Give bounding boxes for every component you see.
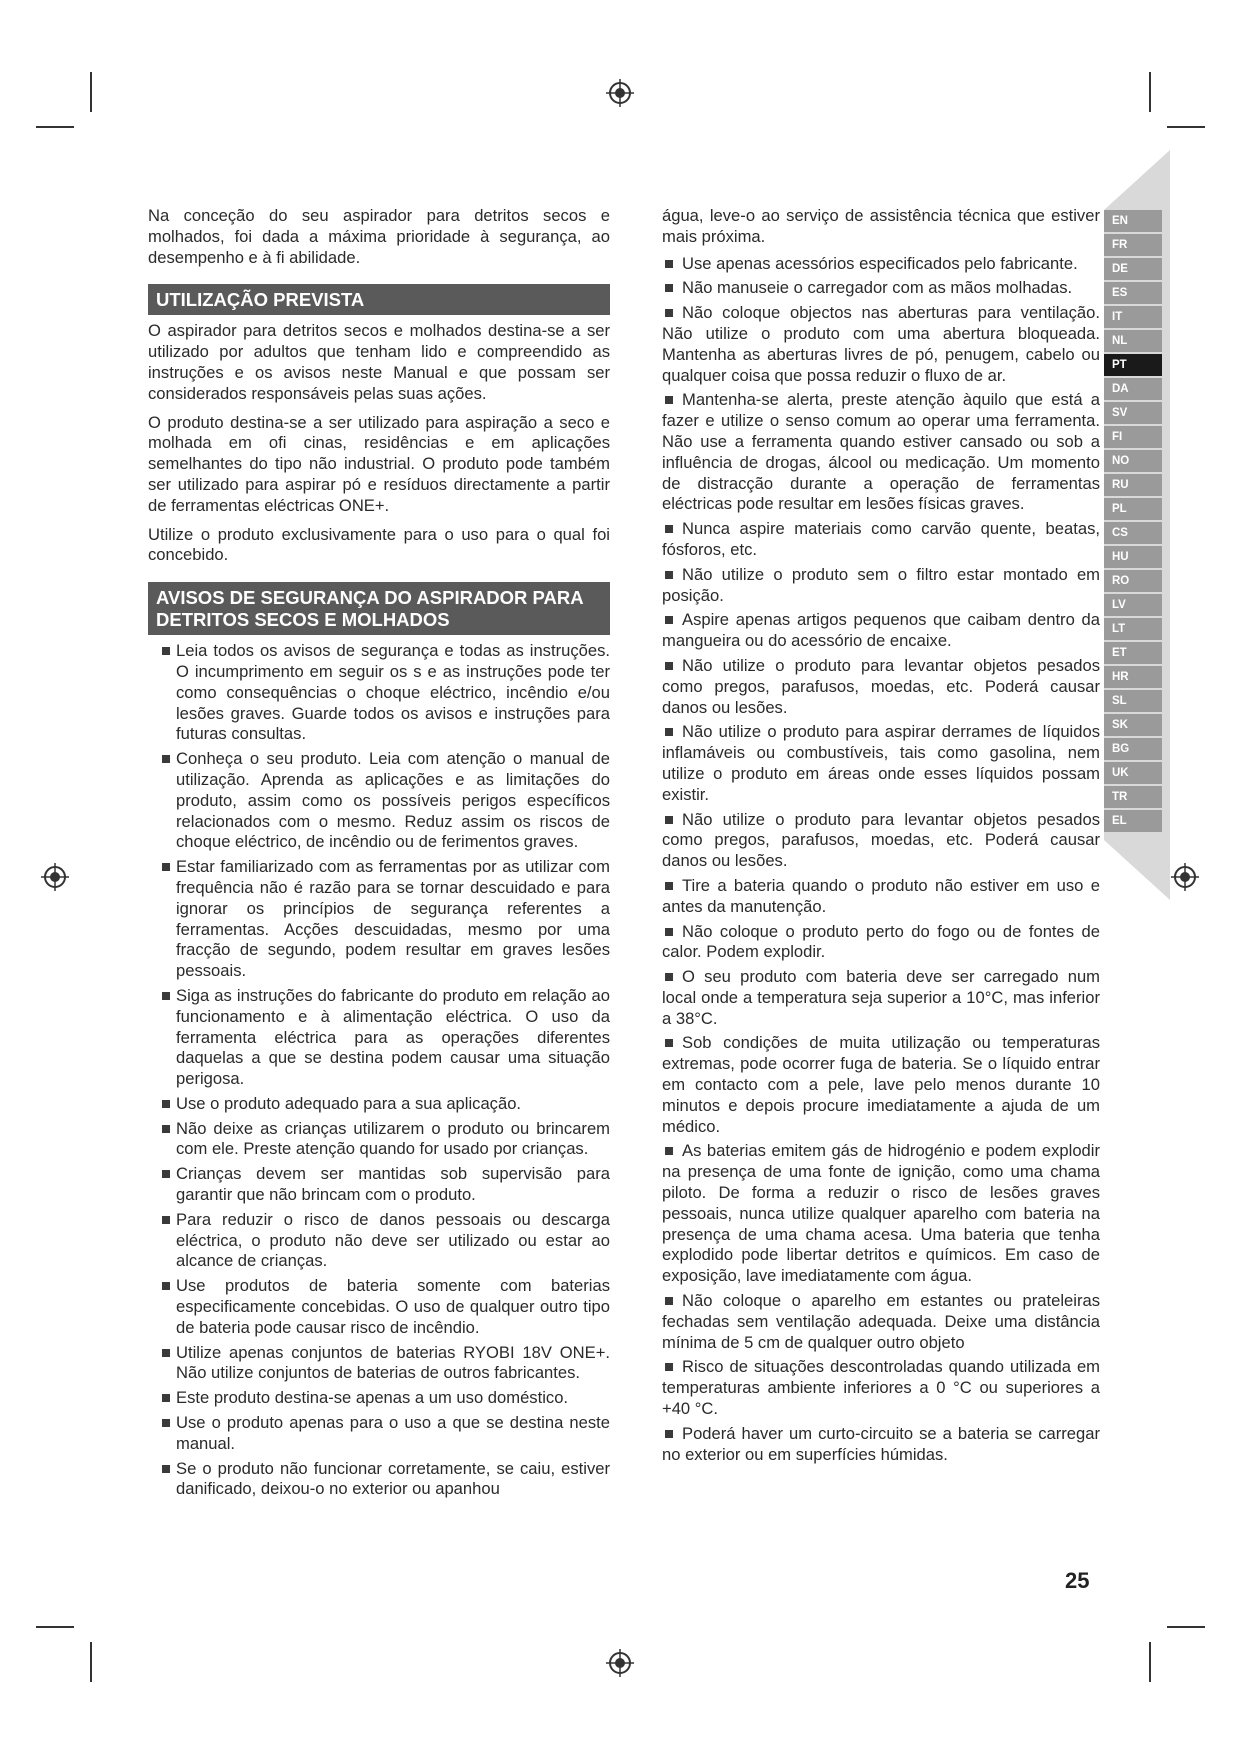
crop-mark-bottom-right-h xyxy=(1167,1626,1205,1628)
list-item: Sob condições de muita utilização ou temperaturas extremas, pode ocorrer fuga de bateria. Se o líquido entrar em contacto com a pele, lave pelo menos durante 10 minutos e depois procure imediatamente a ajuda de um médico. xyxy=(662,1033,1100,1136)
language-tab-fi: FI xyxy=(1104,426,1162,448)
language-tab-tr: TR xyxy=(1104,786,1162,808)
continuation-paragraph: água, leve-o ao serviço de assistência técnica que estiver mais próxima. xyxy=(662,206,1100,246)
list-item: Não utilize o produto sem o filtro estar montado em posição. xyxy=(662,564,1100,605)
bullet-square-icon xyxy=(162,1394,170,1402)
list-item: Não coloque o aparelho em estantes ou prateleiras fechadas sem ventilação adequada. Deixe uma distância mínima de 5 cm de qualquer outro objeto xyxy=(662,1291,1100,1352)
registration-mark-bottom-icon xyxy=(605,1648,635,1678)
language-tab-sl: SL xyxy=(1104,690,1162,712)
crop-mark-top-left-v xyxy=(90,72,92,112)
list-item: Não utilize o produto para levantar objetos pesados como pregos, parafusos, moedas, etc. Poderá causar danos ou lesões. xyxy=(662,809,1100,871)
language-tab-en: EN xyxy=(1104,210,1162,232)
list-item: Para reduzir o risco de danos pessoais ou descarga eléctrica, o produto não deve ser utilizado ou estar ao alcance de crianças. xyxy=(176,1210,610,1272)
bullet-square-icon xyxy=(162,992,170,1000)
list-item: O seu produto com bateria deve ser carregado num local onde a temperatura seja superior a 10°C, mas inferior a 38°C. xyxy=(662,967,1100,1028)
language-tab-da: DA xyxy=(1104,378,1162,400)
bullet-square-icon xyxy=(665,284,673,292)
language-tab-fr: FR xyxy=(1104,234,1162,256)
left-column xyxy=(148,206,610,1504)
list-item: Leia todos os avisos de segurança e todas as instruções. O incumprimento em seguir os s e as instruções pode ter como consequências o choque eléctrico, incêndio e/ou lesões graves. Guarde todos os avisos e instruções para futuras consultas. xyxy=(176,641,610,745)
language-tab-el: EL xyxy=(1104,810,1162,832)
bullet-square-icon xyxy=(665,616,673,624)
list-item: Aspire apenas artigos pequenos que caibam dentro da mangueira ou do acessório de encaixe. xyxy=(662,610,1100,651)
list-item: Use o produto adequado para a sua aplicação. xyxy=(176,1094,610,1115)
bullet-square-icon xyxy=(162,863,170,871)
registration-mark-top-icon xyxy=(605,78,635,108)
list-item: Não coloque o produto perto do fogo ou de fontes de calor. Podem explodir. xyxy=(662,921,1100,962)
language-tab-bg: BG xyxy=(1104,738,1162,760)
bullet-square-icon xyxy=(665,1297,673,1305)
bullet-square-icon xyxy=(162,1419,170,1427)
language-tab-hr: HR xyxy=(1104,666,1162,688)
crop-mark-bottom-left-v xyxy=(90,1642,92,1682)
list-item: Não utilize o produto para aspirar derrames de líquidos inflamáveis ou combustíveis, tais como gasolina, nem utilize o produto em áreas onde esses líquidos possam existir. xyxy=(662,722,1100,804)
language-tab-et: ET xyxy=(1104,642,1162,664)
crop-mark-bottom-left-h xyxy=(36,1626,74,1628)
page-number: 25 xyxy=(1065,1568,1090,1593)
list-item: Use o produto apenas para o uso a que se destina neste manual. xyxy=(176,1413,610,1455)
language-tab-nl: NL xyxy=(1104,330,1162,352)
bullet-square-icon xyxy=(665,396,673,404)
language-tab-it: IT xyxy=(1104,306,1162,328)
bullet-square-icon xyxy=(665,525,673,533)
bullet-square-icon xyxy=(665,816,673,824)
left-bullet-list xyxy=(148,641,610,1500)
language-tab-ru: RU xyxy=(1104,474,1162,496)
language-tab-cs: CS xyxy=(1104,522,1162,544)
bullet-square-icon xyxy=(665,928,673,936)
list-item: Nunca aspire materiais como carvão quente, beatas, fósforos, etc. xyxy=(662,519,1100,559)
crop-mark-top-right-v xyxy=(1149,72,1151,112)
bullet-square-icon xyxy=(162,1170,170,1178)
language-tab-lt: LT xyxy=(1104,618,1162,640)
bullet-square-icon xyxy=(665,1430,673,1438)
language-tab-ro: RO xyxy=(1104,570,1162,592)
bullet-square-icon xyxy=(665,882,673,890)
bullet-square-icon xyxy=(665,571,673,579)
bullet-square-icon xyxy=(162,1282,170,1290)
bullet-square-icon xyxy=(162,1216,170,1224)
registration-mark-right-icon xyxy=(1170,862,1200,892)
language-tab-pt: PT xyxy=(1104,354,1162,376)
language-tab-no: NO xyxy=(1104,450,1162,472)
bullet-square-icon xyxy=(162,755,170,763)
language-tab-list xyxy=(1104,210,1170,834)
bullet-square-icon xyxy=(665,1363,673,1371)
language-tab-sk: SK xyxy=(1104,714,1162,736)
bullet-square-icon xyxy=(665,1147,673,1155)
intended-use-paragraph-1: O aspirador para detritos secos e molhados destina-se a ser utilizado por adultos que tenham lido e compreendido as instruções e os avisos neste Manual e que possam ser considerados responsáveis pelas suas ações. xyxy=(148,321,610,403)
bullet-square-icon xyxy=(162,1349,170,1357)
bullet-square-icon xyxy=(665,309,673,317)
list-item: Use apenas acessórios especificados pelo fabricante. xyxy=(662,254,1100,275)
bullet-square-icon xyxy=(162,1465,170,1473)
heading-intended-use: UTILIZAÇÃO PREVISTA xyxy=(148,284,610,315)
list-item: Não utilize o produto para levantar objetos pesados como pregos, parafusos, moedas, etc. Poderá causar danos ou lesões. xyxy=(662,655,1100,717)
list-item: Este produto destina-se apenas a um uso doméstico. xyxy=(176,1388,610,1409)
right-column xyxy=(662,206,1100,1469)
bullet-square-icon xyxy=(665,662,673,670)
bullet-square-icon xyxy=(665,260,673,268)
bullet-square-icon xyxy=(162,1125,170,1133)
list-item: Não deixe as crianças utilizarem o produto ou brincarem com ele. Preste atenção quando for usado por crianças. xyxy=(176,1119,610,1161)
language-tab-es: ES xyxy=(1104,282,1162,304)
bullet-square-icon xyxy=(665,1039,673,1047)
list-item: Mantenha-se alerta, preste atenção àquilo que está a fazer e utilize o senso comum ao operar uma ferramenta. Não use a ferramenta quando estiver cansado ou sob a influência de drogas, álcool ou medicação. Um momento de distracção durante a operação de ferramentas eléctricas pode resultar em lesões físicas graves. xyxy=(662,390,1100,514)
language-tab-de: DE xyxy=(1104,258,1162,280)
list-item: Conheça o seu produto. Leia com atenção o manual de utilização. Aprenda as aplicações e as limitações do produto, assim como os possíveis perigos específicos relacionados com o mesmo. Reduz assim os riscos de choque eléctrico, de incêndio ou de ferimentos graves. xyxy=(176,749,610,853)
intro-paragraph: Na conceção do seu aspirador para detritos secos e molhados, foi dada a máxima prioridade à segurança, ao desempenho e à fi abilidade. xyxy=(148,206,610,267)
bullet-square-icon xyxy=(162,1100,170,1108)
language-tab-lv: LV xyxy=(1104,594,1162,616)
list-item: Se o produto não funcionar corretamente, se caiu, estiver danificado, deixou-o no exterior ou apanhou xyxy=(176,1459,610,1501)
language-tab-hu: HU xyxy=(1104,546,1162,568)
registration-mark-left-icon xyxy=(40,862,70,892)
intended-use-paragraph-2: O produto destina-se a ser utilizado para aspiração a seco e molhada em ofi cinas, residências e em aplicações semelhantes do tipo não industrial. O produto pode também ser utilizado para aspirar pó e resíduos directamente a partir de ferramentas eléctricas ONE+. xyxy=(148,412,610,515)
intended-use-paragraph-3: Utilize o produto exclusivamente para o uso para o qual foi concebido. xyxy=(148,524,610,565)
list-item: Tire a bateria quando o produto não estiver em uso e antes da manutenção. xyxy=(662,875,1100,916)
crop-mark-bottom-right-v xyxy=(1149,1642,1151,1682)
language-tab-pl: PL xyxy=(1104,498,1162,520)
bullet-square-icon xyxy=(665,973,673,981)
list-item: Não coloque objectos nas aberturas para ventilação. Não utilize o produto com uma abertura bloqueada. Mantenha as aberturas livres de pó, penugem, cabelo ou qualquer coisa que possa reduzir o fluxo de ar. xyxy=(662,303,1100,385)
bullet-square-icon xyxy=(162,647,170,655)
list-item: Risco de situações descontroladas quando utilizada em temperaturas ambiente inferiores a 0 °C ou superiores a +40 °C. xyxy=(662,1357,1100,1419)
language-tabs xyxy=(1104,150,1170,900)
language-tab-sv: SV xyxy=(1104,402,1162,424)
right-bullet-list xyxy=(662,254,1100,1466)
list-item: Crianças devem ser mantidas sob supervisão para garantir que não brincam com o produto. xyxy=(176,1164,610,1206)
heading-safety-warnings: AVISOS DE SEGURANÇA DO ASPIRADOR PARA DETRITOS SECOS E MOLHADOS xyxy=(148,582,610,635)
list-item: Utilize apenas conjuntos de baterias RYOBI 18V ONE+. Não utilize conjuntos de baterias de outros fabricantes. xyxy=(176,1343,610,1385)
list-item: Não manuseie o carregador com as mãos molhadas. xyxy=(662,278,1100,299)
crop-mark-top-right-h xyxy=(1167,126,1205,128)
list-item: Use produtos de bateria somente com baterias especificamente concebidas. O uso de qualquer outro tipo de bateria pode causar risco de incêndio. xyxy=(176,1276,610,1338)
bullet-square-icon xyxy=(665,728,673,736)
list-item: Siga as instruções do fabricante do produto em relação ao funcionamento e à alimentação eléctrica. O uso da ferramenta eléctrica para as operações diferentes daquelas a que se destina podem causar uma situação perigosa. xyxy=(176,986,610,1090)
list-item: Estar familiarizado com as ferramentas por as utilizar com frequência não é razão para se tornar descuidado e para ignorar os princípios de segurança referentes a ferramentas. Acções descuidadas, mesmo por uma fracção de segundo, podem resultar em graves lesões pessoais. xyxy=(176,857,610,982)
language-tab-uk: UK xyxy=(1104,762,1162,784)
list-item: Poderá haver um curto-circuito se a bateria se carregar no exterior ou em superfícies húmidas. xyxy=(662,1423,1100,1464)
crop-mark-top-left-h xyxy=(36,126,74,128)
list-item: As baterias emitem gás de hidrogénio e podem explodir na presença de uma fonte de ignição, como uma chama piloto. De forma a reduzir o risco de lesões graves pessoais, nunca utilize qualquer aparelho com bateria na presença de uma chama acesa. Uma bateria que tenha explodido pode libertar detritos e químicos. Em caso de exposição, lave imediatamente com água. xyxy=(662,1141,1100,1286)
